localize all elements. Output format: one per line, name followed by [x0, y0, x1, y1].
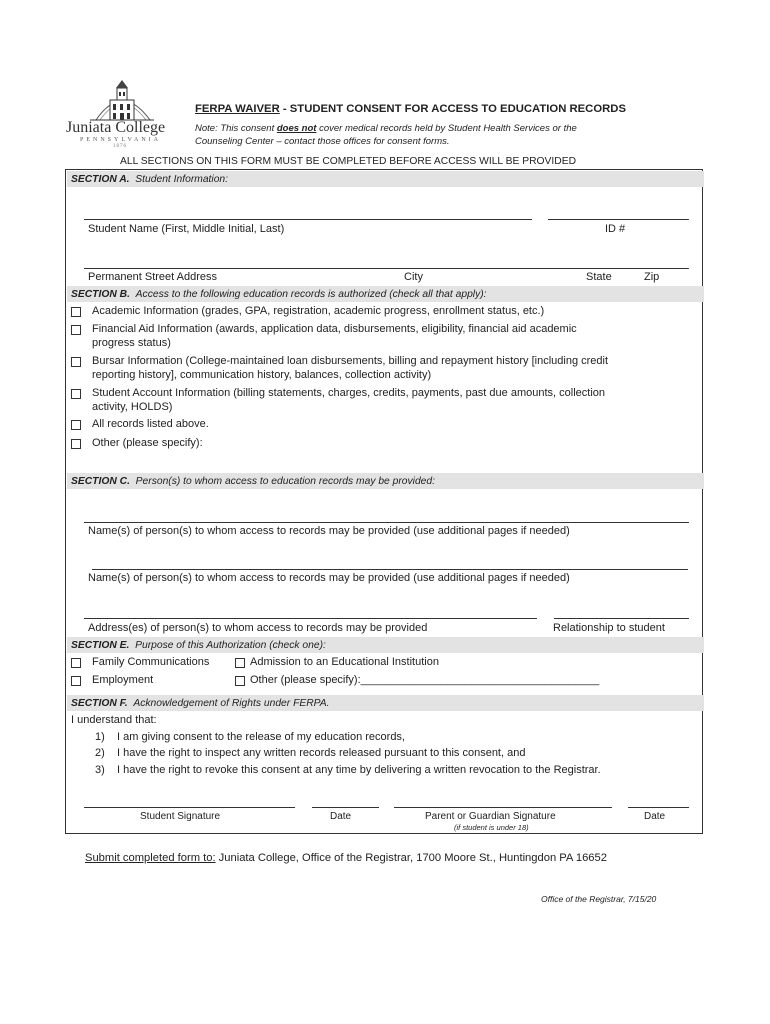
note-prefix: Note: This consent: [195, 123, 277, 134]
relationship-field[interactable]: [554, 618, 689, 619]
title-rest: - STUDENT CONSENT FOR ACCESS TO EDUCATION RECORDS: [279, 103, 626, 115]
date-label-2: Date: [644, 811, 666, 822]
employment-label: Employment: [92, 674, 154, 686]
note-suffix: cover medical records held by Student Health Services or the: [316, 123, 577, 134]
ack-text-3: I have the right to revoke this consent at any time by delivering a written revocation to the Registrar.: [117, 764, 601, 776]
parent-signature-field[interactable]: [394, 807, 612, 808]
student-account-label: Student Account Information (billing statements, charges, credits, payments, past due amounts, collection: [92, 387, 605, 399]
family-checkbox[interactable]: [71, 658, 81, 668]
bursar-label-2: reporting history], communication history, balances, collection activity): [92, 369, 432, 381]
section-f-text: Acknowledgement of Rights under FERPA.: [133, 698, 330, 709]
student-account-label-2: activity, HOLDS): [92, 401, 173, 413]
student-id-field[interactable]: [548, 219, 689, 220]
college-logo: [66, 76, 178, 148]
names-field-2[interactable]: [92, 569, 688, 570]
academic-label: Academic Information (grades, GPA, registration, academic progress, enrollment status, etc.): [92, 305, 545, 317]
address-field[interactable]: [84, 268, 689, 269]
section-c-label: SECTION C.: [71, 476, 130, 487]
student-account-checkbox[interactable]: [71, 389, 81, 399]
street-label: Permanent Street Address: [88, 271, 218, 283]
section-e-text: Purpose of this Authorization (check one):: [135, 640, 326, 651]
submit-label: Submit completed form to:: [85, 852, 216, 864]
title-main: FERPA WAIVER: [195, 103, 280, 115]
employment-checkbox[interactable]: [71, 676, 81, 686]
family-label: Family Communications: [92, 656, 210, 668]
financial-aid-checkbox[interactable]: [71, 325, 81, 335]
section-f-label: SECTION F.: [71, 698, 128, 709]
financial-aid-label: Financial Aid Information (awards, application data, disbursements, eligibility, financial aid academic: [92, 323, 577, 335]
student-name-label: Student Name (First, Middle Initial, Last): [88, 223, 285, 235]
all-records-label: All records listed above.: [92, 418, 209, 430]
section-a-label: SECTION A.: [71, 174, 130, 185]
city-label: City: [404, 271, 423, 283]
bursar-label: Bursar Information (College-maintained loan disbursements, billing and repayment history [including credit: [92, 355, 609, 367]
section-b-text: Access to the following education records is authorized (check all that apply):: [135, 289, 487, 300]
names-label-2: Name(s) of person(s) to whom access to records may be provided (use additional pages if needed): [88, 572, 570, 584]
section-e-title: [71, 639, 326, 652]
logo-sub: PENNSYLVANIA: [80, 137, 162, 143]
other-purpose-checkbox[interactable]: [235, 676, 245, 686]
submit-line: [85, 852, 607, 865]
relationship-label: Relationship to student: [553, 622, 665, 634]
section-a-title: [71, 173, 228, 186]
understand-label: I understand that:: [71, 714, 157, 726]
financial-aid-label-2: progress status): [92, 337, 171, 349]
submit-address: Juniata College, Office of the Registrar, 1700 Moore St., Huntingdon PA 16652: [215, 852, 607, 864]
other-records-label: Other (please specify):: [92, 437, 203, 449]
date-label-1: Date: [330, 811, 352, 822]
date-field-2[interactable]: [628, 807, 689, 808]
academic-checkbox[interactable]: [71, 307, 81, 317]
section-a-text: Student Information:: [135, 174, 229, 185]
student-signature-field[interactable]: [84, 807, 295, 808]
student-id-label: ID #: [605, 223, 626, 235]
requirement-banner: ALL SECTIONS ON THIS FORM MUST BE COMPLETED BEFORE ACCESS WILL BE PROVIDED: [120, 156, 577, 167]
parent-note: (if student is under 18): [454, 823, 529, 832]
office-revision: Office of the Registrar, 7/15/20: [541, 894, 657, 904]
section-c-title: [71, 475, 435, 488]
student-name-field[interactable]: [84, 219, 532, 220]
admission-label: Admission to an Educational Institution: [250, 656, 439, 668]
logo-year: 1876: [113, 144, 127, 149]
state-label: State: [586, 271, 612, 283]
logo-name: Juniata College: [66, 119, 166, 136]
admission-checkbox[interactable]: [235, 658, 245, 668]
names-field-1[interactable]: [84, 522, 689, 523]
section-b-title: [71, 288, 487, 301]
parent-signature-label: Parent or Guardian Signature: [425, 811, 556, 822]
names-label-1: Name(s) of person(s) to whom access to records may be provided (use additional pages if needed): [88, 525, 570, 537]
building-icon: [66, 76, 178, 122]
ack-num-1: 1): [95, 731, 105, 743]
all-records-checkbox[interactable]: [71, 420, 81, 430]
date-field-1[interactable]: [312, 807, 379, 808]
note-emphasis: does not: [276, 123, 317, 134]
consent-note-line2: Counseling Center – contact those offices for consent forms.: [195, 136, 450, 147]
other-records-checkbox[interactable]: [71, 439, 81, 449]
ack-text-2: I have the right to inspect any written records released pursuant to this consent, and: [117, 747, 526, 759]
zip-label: Zip: [644, 271, 660, 283]
address-persons-label: Address(es) of person(s) to whom access to records may be provided: [88, 622, 428, 634]
ack-text-1: I am giving consent to the release of my education records,: [117, 731, 405, 743]
form-title: [195, 103, 626, 116]
section-b-label: SECTION B.: [71, 289, 130, 300]
bursar-checkbox[interactable]: [71, 357, 81, 367]
section-e-label: SECTION E.: [71, 640, 130, 651]
section-c-text: Person(s) to whom access to education records may be provided:: [135, 476, 435, 487]
section-f-title: [71, 697, 330, 710]
student-signature-label: Student Signature: [140, 811, 221, 822]
consent-note: [195, 122, 577, 135]
address-persons-field[interactable]: [84, 618, 537, 619]
ack-num-2: 2): [95, 747, 105, 759]
ack-num-3: 3): [95, 764, 105, 776]
other-purpose-label: Other (please specify):_______________________________________: [250, 674, 600, 686]
